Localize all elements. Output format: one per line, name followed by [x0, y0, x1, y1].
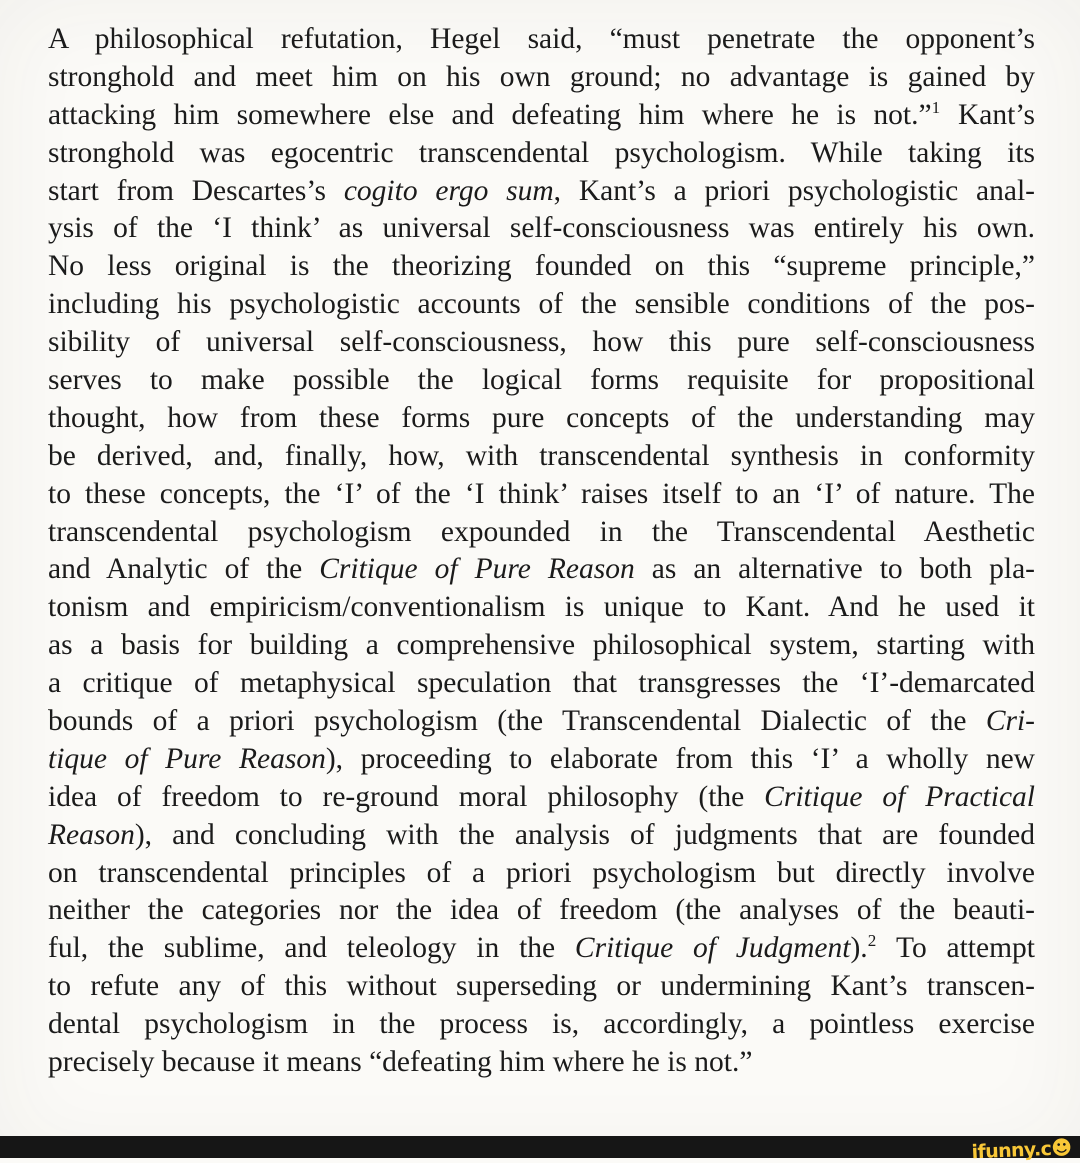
- body-text: ysis of the ‘I think’ as universal self-consciousness was entirely his own.: [48, 212, 1035, 245]
- body-text: be derived, and, finally, how, with transcendental synthesis in conformity: [48, 439, 1035, 472]
- body-text: on transcendental principles of a priori psychologism but directly involve: [48, 856, 1035, 889]
- text-line: [48, 173, 1035, 211]
- body-text: start from Descartes’s: [48, 174, 344, 207]
- body-text: and Analytic of the: [48, 553, 320, 586]
- text-line: [48, 248, 1035, 286]
- ifunny-logo-text: ifunny.c: [971, 1137, 1053, 1163]
- body-text: as an alternative to both pla-: [634, 553, 1035, 586]
- body-text: thought, how from these forms pure concepts of the understanding may: [48, 401, 1035, 434]
- ifunny-logo: [972, 1136, 1073, 1163]
- body-text: idea of freedom to re-ground moral philosophy (the: [48, 780, 765, 813]
- text-line: [48, 21, 1035, 59]
- body-text: attacking him somewhere else and defeating him where he is not.”: [48, 98, 932, 131]
- body-text: precisely because it means “defeating him where he is not.”: [48, 1046, 753, 1079]
- body-text: to refute any of this without superseding or undermining Kant’s transcen-: [48, 970, 1035, 1003]
- italic-text: cogito ergo sum: [343, 174, 554, 207]
- body-text: tonism and empiricism/conventionalism is unique to Kant. And he used it: [48, 591, 1035, 624]
- body-text: neither the categories nor the idea of freedom (the analyses of the beauti-: [48, 894, 1035, 927]
- body-text: a critique of metaphysical speculation that transgresses the ‘I’-demarcated: [48, 667, 1035, 700]
- text-line: [48, 855, 1035, 893]
- text-line: [48, 59, 1035, 97]
- text-line: [48, 362, 1035, 400]
- text-line: [48, 438, 1035, 476]
- body-text: , Kant’s a priori psychologistic anal-: [553, 174, 1036, 207]
- text-line: [48, 551, 1035, 589]
- italic-text: Critique of Judgment: [574, 932, 851, 965]
- body-text: Kant’s: [940, 98, 1035, 131]
- text-line: [48, 968, 1035, 1006]
- text-line: [48, 97, 1035, 135]
- text-line: [48, 817, 1035, 855]
- text-line: [48, 210, 1035, 248]
- text-line: [48, 286, 1035, 324]
- body-text: stronghold was egocentric transcendental psychologism. While taking its: [48, 136, 1035, 169]
- text-line: [48, 324, 1035, 362]
- body-text: ful, the sublime, and teleology in the: [48, 932, 575, 965]
- text-line: [48, 703, 1035, 741]
- italic-text: Reason: [48, 818, 135, 851]
- footnote-marker: 1: [931, 97, 941, 117]
- body-text: serves to make possible the logical forms requisite for propositional: [48, 364, 1035, 397]
- italic-text: Critique of Pure Reason: [319, 553, 635, 586]
- text-line: [48, 779, 1035, 817]
- body-text: transcendental psychologism expounded in the Transcendental Aesthetic: [48, 515, 1035, 548]
- text-line: [48, 665, 1035, 703]
- italic-text: Critique of Practical: [764, 780, 1035, 813]
- smiley-icon: ☻: [1051, 1135, 1073, 1160]
- text-line: [48, 627, 1035, 665]
- text-line: [48, 741, 1035, 779]
- watermark-bar: [0, 1135, 1080, 1163]
- page-text: [48, 21, 1035, 1082]
- footnote-marker: 2: [867, 931, 877, 951]
- body-text: ).: [850, 932, 868, 965]
- body-text: To attempt: [876, 932, 1035, 965]
- body-text: dental psychologism in the process is, accordingly, a pointless exercise: [48, 1008, 1035, 1041]
- text-line: [48, 930, 1035, 968]
- text-line: [48, 1006, 1035, 1044]
- text-line: [48, 589, 1035, 627]
- text-line: [48, 135, 1035, 173]
- text-line: [48, 514, 1035, 552]
- body-text: as a basis for building a comprehensive philosophical system, starting with: [48, 629, 1035, 662]
- body-text: to these concepts, the ‘I’ of the ‘I think’ raises itself to an ‘I’ of nature. The: [48, 477, 1035, 510]
- body-text: No less original is the theorizing founded on this “supreme principle,”: [48, 250, 1035, 283]
- body-text: ), and concluding with the analysis of judgments that are founded: [134, 818, 1035, 851]
- italic-text: Cri-: [985, 705, 1035, 738]
- body-text: ), proceeding to elaborate from this ‘I’ a wholly new: [325, 742, 1035, 775]
- body-text: including his psychologistic accounts of the sensible conditions of the pos-: [48, 288, 1035, 321]
- text-line: [48, 400, 1035, 438]
- body-text: bounds of a priori psychologism (the Transcendental Dialectic of the: [48, 705, 986, 738]
- text-line: [48, 476, 1035, 514]
- italic-text: tique of Pure Reason: [48, 742, 326, 775]
- text-line: [48, 1044, 1035, 1082]
- body-text: stronghold and meet him on his own ground; no advantage is gained by: [48, 60, 1035, 93]
- body-text: sibility of universal self-consciousness, how this pure self-consciousness: [48, 326, 1035, 359]
- body-text: A philosophical refutation, Hegel said, “must penetrate the opponent’s: [48, 23, 1035, 55]
- text-line: [48, 892, 1035, 930]
